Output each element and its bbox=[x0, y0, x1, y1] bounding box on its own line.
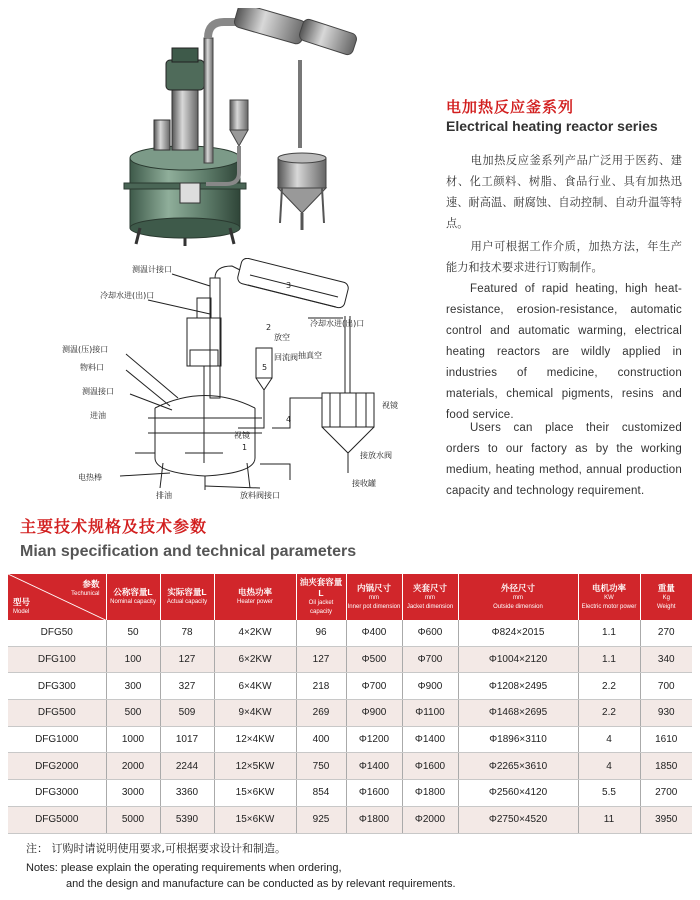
table-cell: Φ1400 bbox=[402, 726, 458, 753]
table-cell: Φ900 bbox=[346, 700, 402, 727]
header-weight: 重量 Kg Weight bbox=[640, 574, 692, 620]
reactor-vessel bbox=[124, 146, 246, 246]
table-cell: Φ700 bbox=[402, 646, 458, 673]
receiver-tank bbox=[278, 153, 326, 230]
header-jacket: 夹套尺寸 mm Jacket dimension bbox=[402, 574, 458, 620]
table-row bbox=[8, 700, 692, 727]
header-model-cn: 型号 bbox=[13, 597, 31, 607]
table-cell: DFG2000 bbox=[8, 753, 106, 780]
header-model bbox=[8, 574, 106, 620]
table-cell: 1850 bbox=[640, 753, 692, 780]
table-cell: 9×4KW bbox=[214, 700, 296, 727]
table-cell: 2700 bbox=[640, 780, 692, 807]
table-row bbox=[8, 753, 692, 780]
diagram-label: 测温计接口 bbox=[132, 265, 172, 274]
table-cell: 1000 bbox=[106, 726, 160, 753]
table-cell: DFG500 bbox=[8, 700, 106, 727]
diagram-label: 冷却水进(出)口 bbox=[100, 291, 155, 300]
table-cell: Φ1100 bbox=[402, 700, 458, 727]
table-cell: 300 bbox=[106, 673, 160, 700]
spec-title-en: Mian specification and technical parameters bbox=[20, 543, 357, 560]
table-cell: Φ2560×4120 bbox=[458, 780, 578, 807]
table-cell: 15×6KW bbox=[214, 780, 296, 807]
table-cell: DFG300 bbox=[8, 673, 106, 700]
table-cell: 4×2KW bbox=[214, 620, 296, 646]
header-model-en: Model bbox=[13, 609, 30, 615]
table-cell: 1.1 bbox=[578, 620, 640, 646]
table-cell: Φ1600 bbox=[402, 753, 458, 780]
table-cell: 3360 bbox=[160, 780, 214, 807]
table-cell: 4 bbox=[578, 726, 640, 753]
diagram-number: 3 bbox=[286, 281, 292, 290]
table-cell: 1.1 bbox=[578, 646, 640, 673]
table-cell: 509 bbox=[160, 700, 214, 727]
table-cell: 925 bbox=[296, 806, 346, 833]
table-cell: Φ1200 bbox=[346, 726, 402, 753]
diagram-label: 电热棒 bbox=[78, 473, 102, 482]
table-cell: 5.5 bbox=[578, 780, 640, 807]
diagram-label: 冷却水进(出)口 bbox=[310, 319, 365, 328]
table-cell: 700 bbox=[640, 673, 692, 700]
description-en-1: Featured of rapid heating, high heat-resistance, erosion-resistance, automatic control and automatic warming, electrical heating reactors are wildly applied in industries of medicine, construction materials, chemical pigments, resins and food service. bbox=[446, 283, 682, 421]
table-cell: 4 bbox=[578, 753, 640, 780]
header-param-en: Techunical bbox=[71, 591, 100, 597]
table-cell: 78 bbox=[160, 620, 214, 646]
description-cn-1: 电加热反应釜系列产品广泛用于医药、建材、化工颜料、树脂、食品行业、具有加热迅速、耐高温、耐腐蚀、自动控制、自动升温等特点。 bbox=[446, 154, 682, 230]
diagram-label: 进油 bbox=[90, 411, 106, 420]
table-cell: DFG5000 bbox=[8, 806, 106, 833]
table-cell: Φ2000 bbox=[402, 806, 458, 833]
table-cell: 2244 bbox=[160, 753, 214, 780]
table-cell: 6×2KW bbox=[214, 646, 296, 673]
product-title-cn: 电加热反应釜系列 bbox=[446, 98, 575, 116]
diagram-label: 放料阀接口 bbox=[240, 491, 280, 500]
diagram-label: 排油 bbox=[156, 491, 172, 500]
table-cell: Φ1004×2120 bbox=[458, 646, 578, 673]
condenser bbox=[204, 8, 358, 163]
table-cell: Φ1208×2495 bbox=[458, 673, 578, 700]
table-cell: 1610 bbox=[640, 726, 692, 753]
diagram-label: 测温(压)接口 bbox=[62, 345, 109, 354]
diagram-label: 测温接口 bbox=[82, 387, 114, 396]
note-en bbox=[26, 860, 456, 892]
table-cell: 218 bbox=[296, 673, 346, 700]
diagram-label: 接放水阀 bbox=[360, 451, 392, 460]
table-row bbox=[8, 806, 692, 833]
table-cell: DFG3000 bbox=[8, 780, 106, 807]
diagram-number: 1 bbox=[242, 443, 248, 452]
table-row bbox=[8, 780, 692, 807]
table-cell: 127 bbox=[296, 646, 346, 673]
table-cell: 127 bbox=[160, 646, 214, 673]
table-cell: 50 bbox=[106, 620, 160, 646]
diagram-number: 5 bbox=[262, 363, 268, 372]
diagram-label: 接收罐 bbox=[352, 479, 376, 488]
table-cell: Φ1400 bbox=[346, 753, 402, 780]
spec-title-cn: 主要技术规格及技术参数 bbox=[20, 517, 208, 536]
note-en-line-1: Notes: please explain the operating requirements when ordering, bbox=[26, 862, 342, 874]
table-cell: 15×6KW bbox=[214, 806, 296, 833]
note-cn: 注： 订购时请说明使用要求,可根据要求设计和制造。 bbox=[26, 842, 286, 855]
table-cell: DFG1000 bbox=[8, 726, 106, 753]
header-outside: 外径尺寸 mm Outside dimension bbox=[458, 574, 578, 620]
table-cell: 96 bbox=[296, 620, 346, 646]
table-cell: 327 bbox=[160, 673, 214, 700]
description-en-2: Users can place their customized orders to our factory as by the working medium, heating method, annual production capacity and technology requirement. bbox=[446, 422, 682, 497]
header-oil: 油夹套容量L Oil jacket capacity bbox=[296, 574, 346, 620]
header-param-cn: 参数 bbox=[82, 579, 100, 589]
header-nominal: 公称容量L Nominal capacity bbox=[106, 574, 160, 620]
table-cell: 2.2 bbox=[578, 673, 640, 700]
table-row bbox=[8, 646, 692, 673]
table-cell: DFG50 bbox=[8, 620, 106, 646]
table-cell: 12×4KW bbox=[214, 726, 296, 753]
product-title-en: Electrical heating reactor series bbox=[446, 118, 658, 134]
table-cell: 3000 bbox=[106, 780, 160, 807]
table-cell: Φ1468×2695 bbox=[458, 700, 578, 727]
table-cell: 100 bbox=[106, 646, 160, 673]
table-cell: 5390 bbox=[160, 806, 214, 833]
table-row bbox=[8, 673, 692, 700]
table-cell: Φ2750×4520 bbox=[458, 806, 578, 833]
table-cell: 750 bbox=[296, 753, 346, 780]
table-cell: 2.2 bbox=[578, 700, 640, 727]
table-cell: 6×4KW bbox=[214, 673, 296, 700]
table-cell: 500 bbox=[106, 700, 160, 727]
table-cell: Φ700 bbox=[346, 673, 402, 700]
table-cell: Φ600 bbox=[402, 620, 458, 646]
header-actual: 实际容量L Actual capacity bbox=[160, 574, 214, 620]
spec-table bbox=[8, 574, 692, 834]
diagram-label: 视镜 bbox=[234, 431, 250, 440]
reactor-photo bbox=[110, 8, 440, 248]
header-heater: 电热功率 Heater power bbox=[214, 574, 296, 620]
table-cell: 3950 bbox=[640, 806, 692, 833]
table-cell: 270 bbox=[640, 620, 692, 646]
diagram-label: 放空 bbox=[274, 333, 290, 342]
table-cell: DFG100 bbox=[8, 646, 106, 673]
motor-stand bbox=[154, 48, 204, 150]
table-cell: Φ1800 bbox=[402, 780, 458, 807]
diagram-label: 回流阀 bbox=[274, 353, 298, 362]
description-cn-2: 用户可根据工作介质，加热方法，年生产能力和技术要求进行订购制作。 bbox=[446, 240, 682, 274]
table-cell: 400 bbox=[296, 726, 346, 753]
table-row bbox=[8, 620, 692, 646]
table-row bbox=[8, 726, 692, 753]
table-cell: Φ1600 bbox=[346, 780, 402, 807]
note-en-line-2: and the design and manufacture can be conducted as by relevant requirements. bbox=[66, 878, 456, 890]
header-motor: 电机功率 KW Electric motor power bbox=[578, 574, 640, 620]
table-header-row bbox=[8, 574, 692, 620]
diagram-label: 抽真空 bbox=[298, 351, 322, 360]
table-cell: 930 bbox=[640, 700, 692, 727]
table-cell: Φ1800 bbox=[346, 806, 402, 833]
table-cell: Φ900 bbox=[402, 673, 458, 700]
diagram-label: 物料口 bbox=[80, 363, 104, 372]
diagram-label: 视镜 bbox=[382, 401, 398, 410]
table-cell: 2000 bbox=[106, 753, 160, 780]
table-cell: 11 bbox=[578, 806, 640, 833]
table-cell: 340 bbox=[640, 646, 692, 673]
header-inner: 内锅尺寸 mm Inner pot dimension bbox=[346, 574, 402, 620]
table-cell: 5000 bbox=[106, 806, 160, 833]
table-cell: Φ400 bbox=[346, 620, 402, 646]
table-cell: 12×5KW bbox=[214, 753, 296, 780]
vessel-head bbox=[155, 396, 255, 409]
reactor-schematic bbox=[60, 258, 435, 503]
diagram-number: 2 bbox=[266, 323, 272, 332]
table-cell: Φ2265×3610 bbox=[458, 753, 578, 780]
table-cell: 1017 bbox=[160, 726, 214, 753]
table-cell: 854 bbox=[296, 780, 346, 807]
table-cell: 269 bbox=[296, 700, 346, 727]
table-cell: Φ1896×3110 bbox=[458, 726, 578, 753]
table-cell: Φ824×2015 bbox=[458, 620, 578, 646]
table-cell: Φ500 bbox=[346, 646, 402, 673]
diagram-number: 4 bbox=[286, 415, 292, 424]
